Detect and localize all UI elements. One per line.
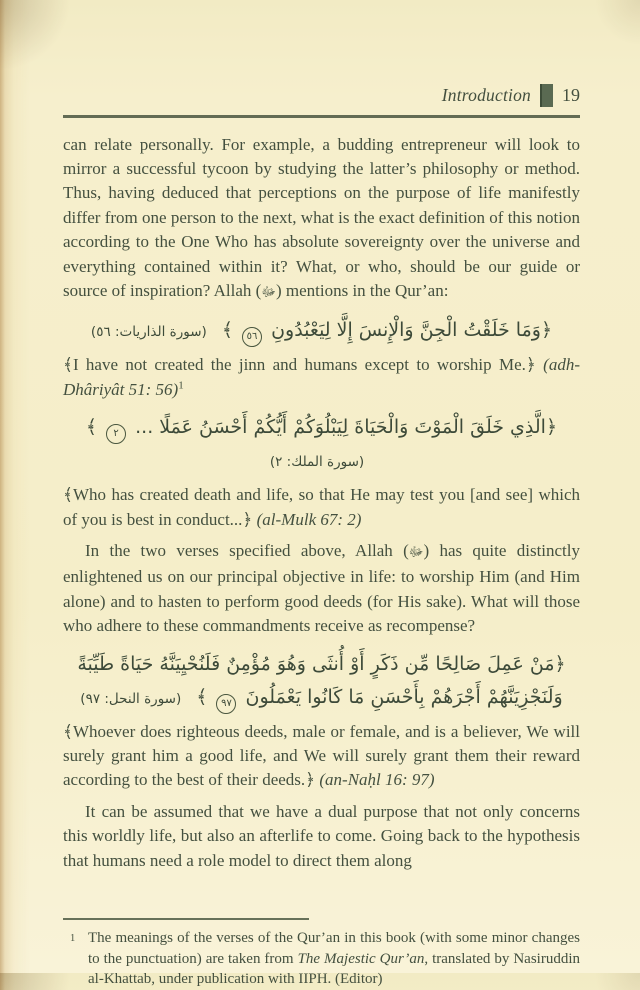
footnote-marker: 1 bbox=[70, 933, 76, 945]
ayah-end-marker: ٩٧ bbox=[216, 694, 236, 714]
verse-1-surah-reference: (سورة الذاريات: ٥٦) bbox=[90, 324, 207, 341]
paragraph-1: can relate personally. For example, a budding entrepreneur will look to mirror a successful tycoon by studying the latter’s philosophy or method. Thus, having deduced that perceptions on the purpose of life manifestly differ from one person to the next, what is the exact definition of this notion according to the One Who has absolute sovereignty over the universe and everything contained within it? What, or who, should be our guide or source of inspiration? Allah (ﷻ) mentions in the Qur’an: bbox=[63, 134, 580, 300]
quran-verse-3 bbox=[63, 648, 580, 716]
header-rule bbox=[63, 115, 580, 118]
quran-verse-1 bbox=[63, 314, 580, 349]
verse-2-close-bracket: ﴾ bbox=[85, 416, 98, 439]
ayah-end-marker: ٥٦ bbox=[242, 327, 262, 347]
verse-2-arabic-text: ﴿الَّذِي خَلَقَ الْمَوْتَ وَالْحَيَاةَ لِيَبْلُوَكُمْ أَيُّكُمْ أَحْسَنُ عَمَلًا ... bbox=[135, 416, 558, 439]
page-body bbox=[63, 133, 580, 874]
footnote-text: The meanings of the verses of the Qur’an in this book (with some minor changes to the punctuation) are taken from The Majestic Qur’an, translated by Nasiruddin al-Khattab, under publication with IIPH. (Editor) bbox=[88, 930, 580, 988]
page-number-marker bbox=[540, 84, 553, 107]
quran-verse-2 bbox=[63, 411, 580, 479]
verse-1-translation: ﴾I have not created the jinn and humans except to worship Me.﴿ (adh-Dhâriyât 51: 56)$^1$ bbox=[63, 355, 580, 399]
verse-2-surah-reference: (سورة الملك: ٢) bbox=[269, 454, 365, 471]
page-header bbox=[63, 82, 580, 108]
footnote-separator bbox=[63, 918, 309, 920]
verse-3-arabic-line-1: ﴿مَنْ عَمِلَ صَالِحًا مِّن ذَكَرٍ أَوْ أُنثَى وَهُوَ مُؤْمِنٌ فَلَنُحْيِيَنَّهُ حَيَاةً طَيِّبَةً bbox=[77, 652, 566, 675]
verse-3-arabic-line-2: وَلَنَجْزِيَنَّهُمْ أَجْرَهُمْ بِأَحْسَنِ مَا كَانُوا يَعْمَلُونَ bbox=[245, 685, 563, 708]
verse-2-translation: ﴾Who has created death and life, so that He may test you [and see] which of you is best in conduct...﴿ (al-Mulk 67: 2) bbox=[63, 485, 580, 529]
verse-3-translation: ﴾Whoever does righteous deeds, male or female, and is a believer, We will surely grant him a good life, and We will surely grant them their reward according to the best of their deeds.﴿ (an-Naḥl 16: 97) bbox=[63, 721, 580, 790]
paragraph-2: In the two verses specified above, Allah (ﷻ) has quite distinctly enlightened us on our principal objective in life: to worship Him (and Him alone) and to hasten to perform good deeds (for His sake). What will those who adhere to these commandments receive as recompense? bbox=[63, 540, 581, 636]
verse-1-arabic-text: ﴿وَمَا خَلَقْتُ الْجِنَّ وَالْإِنسَ إِلَّا لِيَعْبُدُونِ bbox=[271, 319, 553, 342]
footnote bbox=[63, 928, 580, 990]
verse-3-close-bracket: ﴾ bbox=[196, 685, 208, 708]
verse-3-surah-reference: (سورة النحل: ٩٧) bbox=[80, 690, 182, 707]
section-title: Introduction bbox=[441, 84, 531, 105]
ayah-end-marker: ٢ bbox=[106, 424, 126, 444]
paragraph-3: It can be assumed that we have a dual purpose that not only concerns this worldly life, but also an afterlife to come. Going back to the hypothesis that humans need a role model to direct them along bbox=[63, 801, 580, 870]
verse-1-close-bracket: ﴾ bbox=[221, 319, 233, 342]
page-number: 19 bbox=[562, 84, 580, 105]
